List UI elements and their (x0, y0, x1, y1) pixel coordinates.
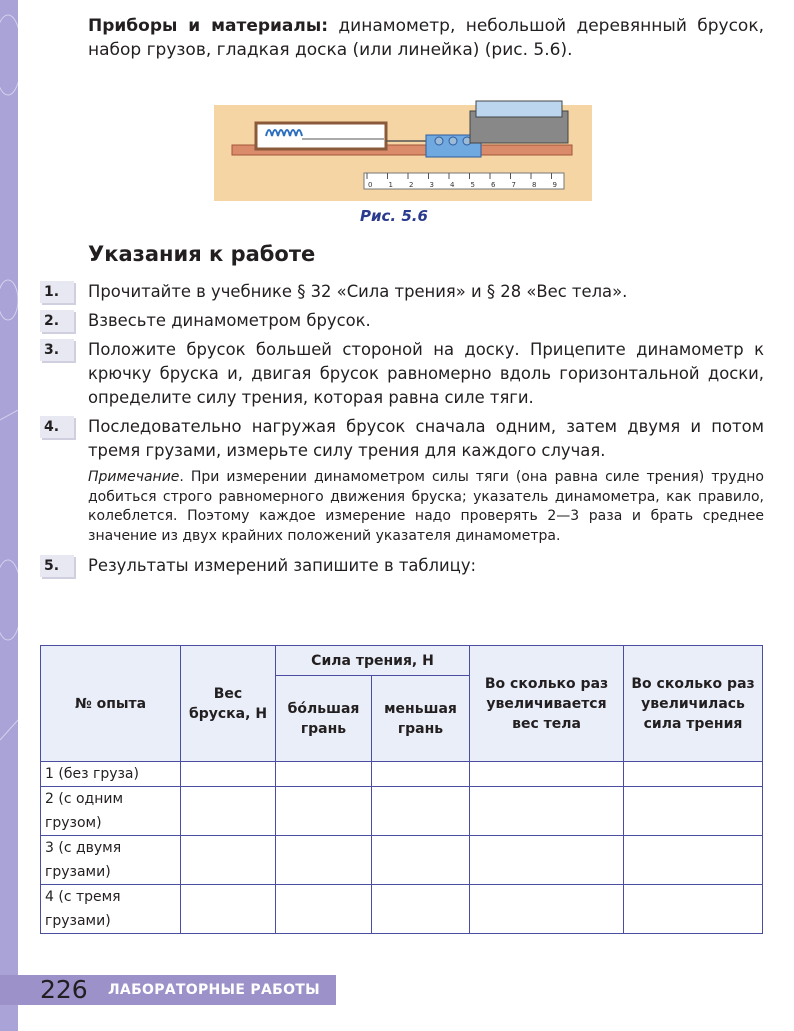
row-label: 1 (без груза) (41, 762, 181, 787)
cell-friction-increase[interactable] (624, 836, 763, 885)
cell-weight-increase[interactable] (470, 762, 624, 787)
cell-weight-increase[interactable] (470, 787, 624, 836)
ruler-tick-label: 6 (491, 181, 496, 189)
cell-large-face[interactable] (276, 836, 372, 885)
cell-friction-increase[interactable] (624, 762, 763, 787)
cell-small-face[interactable] (372, 836, 470, 885)
table-row (41, 836, 763, 885)
figure-dynamometer-setup (214, 83, 592, 201)
table-row (41, 787, 763, 836)
decorative-sidebar (0, 0, 18, 1031)
ruler-tick-label: 2 (409, 181, 414, 189)
table-row (41, 885, 763, 934)
materials-label: Приборы и материалы: (88, 16, 329, 36)
ruler-tick-label: 7 (511, 181, 516, 189)
cell-friction-increase[interactable] (624, 787, 763, 836)
steps-list (40, 280, 764, 583)
step-5 (40, 554, 764, 578)
step-number-3: 3. (40, 339, 74, 361)
cell-weight[interactable] (181, 787, 276, 836)
section-title: ЛАБОРАТОРНЫЕ РАБОТЫ (108, 982, 320, 998)
cell-small-face[interactable] (372, 762, 470, 787)
dynamometer (256, 123, 386, 149)
header-small-face: меньшая грань (372, 676, 470, 762)
cell-friction-increase[interactable] (624, 885, 763, 934)
cell-weight-increase[interactable] (470, 885, 624, 934)
figure-caption: Рис. 5.6 (360, 207, 428, 225)
step-3 (40, 338, 764, 410)
ruler-tick-label: 0 (368, 181, 373, 189)
section-heading: Указания к работе (88, 242, 316, 266)
row-label: 2 (с одним грузом) (41, 787, 181, 836)
note-label: Примечание (88, 469, 180, 485)
ruler-tick-label: 1 (388, 181, 393, 189)
ruler-tick-label: 3 (429, 181, 434, 189)
note-paragraph (40, 468, 764, 546)
note-text: . При измерении динамометром силы тяги (она равна силе трения) трудно добиться строго равномерного движения бруска; указатель динамометра, как правило, колеблется. Поэтому каждое измерение надо проверять 2—3 раза и брать среднее значение из двух крайних положений указателя динамометра. (88, 469, 764, 544)
ruler-tick-label: 4 (450, 181, 455, 189)
cell-large-face[interactable] (276, 762, 372, 787)
step-number-4: 4. (40, 416, 74, 438)
step-4-text: Последовательно нагружая брусок сначала одним, затем двумя и потом тремя грузами, измерьте силу трения для каждого случая. (88, 417, 764, 460)
atom-decoration-icon (0, 0, 18, 1031)
step-5-text: Результаты измерений запишите в таблицу: (88, 556, 477, 575)
materials-text: динамометр, небольшой деревянный брусок, набор грузов, гладкая доска (или линейка) (рис. 5.6). (88, 16, 764, 60)
header-weight: Вес бруска, Н (181, 646, 276, 762)
cell-weight[interactable] (181, 885, 276, 934)
cell-small-face[interactable] (372, 885, 470, 934)
cell-weight[interactable] (181, 762, 276, 787)
step-2 (40, 309, 764, 333)
cell-large-face[interactable] (276, 885, 372, 934)
cell-small-face[interactable] (372, 787, 470, 836)
step-number-1: 1. (40, 281, 74, 303)
row-label: 4 (с тремя грузами) (41, 885, 181, 934)
header-experiment: № опыта (41, 646, 181, 762)
header-friction-group: Сила трения, Н (276, 646, 470, 676)
step-number-5: 5. (40, 555, 74, 577)
page-number: 226 (40, 975, 88, 1004)
header-large-face: бóльшая грань (276, 676, 372, 762)
step-2-text: Взвесьте динамометром брусок. (88, 311, 371, 330)
step-1-text: Прочитайте в учебнике § 32 «Сила трения» и § 28 «Вес тела». (88, 282, 628, 301)
cell-weight-increase[interactable] (470, 836, 624, 885)
ruler-tick-label: 5 (470, 181, 475, 189)
step-number-2: 2. (40, 310, 74, 332)
ruler-tick-label: 8 (532, 181, 537, 189)
row-label: 3 (с двумя грузами) (41, 836, 181, 885)
step-4 (40, 415, 764, 463)
step-3-text: Положите брусок большей стороной на доску. Прицепите динамометр к крючку бруска и, двигая брусок равномерно вдоль горизонтальной доски, определите силу трения, которая равна силе тяги. (88, 340, 764, 407)
ruler-tick-label: 9 (552, 181, 557, 189)
header-friction-increase: Во сколько раз увеличилась сила трения (624, 646, 763, 762)
cell-weight[interactable] (181, 836, 276, 885)
step-1 (40, 280, 764, 304)
header-weight-increase: Во сколько раз увеличивается вес тела (470, 646, 624, 762)
cell-large-face[interactable] (276, 787, 372, 836)
materials-paragraph (88, 14, 764, 62)
results-table (40, 645, 763, 934)
table-row (41, 762, 763, 787)
